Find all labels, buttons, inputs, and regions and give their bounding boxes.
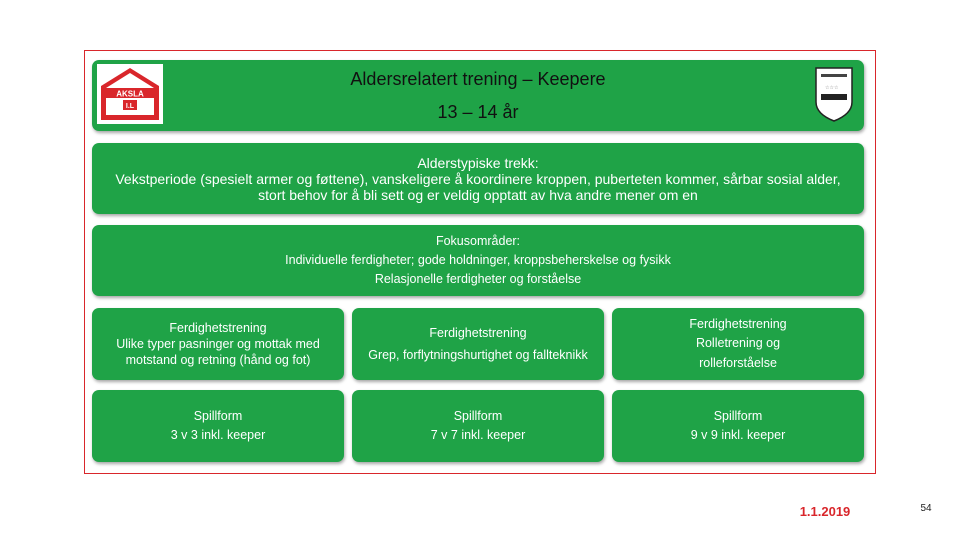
header-box — [92, 60, 864, 131]
page-title: Aldersrelatert trening – Keepere — [350, 69, 606, 89]
focus-line-2: Relasjonelle ferdigheter og forståelse — [374, 272, 582, 286]
skill-line: Grep, forflytningshurtighet og fallteknikk — [368, 348, 588, 362]
skill-line: Rolletrening og — [695, 336, 781, 351]
skill-box-2 — [352, 308, 604, 380]
aksla-logo — [97, 64, 163, 124]
gatekeepers-logo — [812, 64, 856, 124]
game-title: Spillform — [193, 409, 243, 423]
svg-text:☆☆☆: ☆☆☆ — [825, 85, 839, 91]
focus-line-1: Individuelle ferdigheter; gode holdninger, kroppsbeherskelse og fysikk — [285, 253, 671, 267]
game-box-3 — [612, 390, 864, 462]
traits-box — [92, 143, 864, 214]
game-title: Spillform — [453, 409, 503, 423]
page-number: 54 — [920, 503, 932, 514]
svg-text:AKSLA: AKSLA — [116, 89, 144, 99]
svg-text:I.L: I.L — [125, 103, 135, 110]
skill-title: Ferdighetstrening — [689, 316, 787, 331]
page-subtitle: 13 – 14 år — [437, 102, 519, 122]
game-text: 3 v 3 inkl. keeper — [170, 428, 266, 442]
game-text: 9 v 9 inkl. keeper — [690, 428, 786, 442]
traits-text: Vekstperiode (spesielt armer og føttene), vanskeligere å koordinere kroppen, puberteten kommer, sårbar sosial alder, stort behov for å bli sett og er veldig opptatt av hva andre mener om en — [115, 170, 841, 203]
game-text: 7 v 7 inkl. keeper — [430, 428, 526, 442]
game-title: Spillform — [713, 409, 763, 423]
game-box-1 — [92, 390, 344, 462]
footer-date: 1.1.2019 — [799, 504, 851, 519]
traits-heading: Alderstypiske trekk: — [417, 154, 539, 171]
focus-heading: Fokusområder: — [435, 234, 521, 248]
skill-title: Ferdighetstrening — [169, 321, 267, 335]
skill-box-1 — [92, 308, 344, 380]
skill-line: motstand og retning (hånd og fot) — [125, 353, 311, 367]
game-box-2 — [352, 390, 604, 462]
focus-box — [92, 225, 864, 296]
skill-title: Ferdighetstrening — [429, 326, 527, 340]
skill-box-3 — [612, 308, 864, 380]
skill-line: rolleforståelse — [699, 355, 777, 370]
skill-line: Ulike typer pasninger og mottak med — [116, 337, 320, 351]
